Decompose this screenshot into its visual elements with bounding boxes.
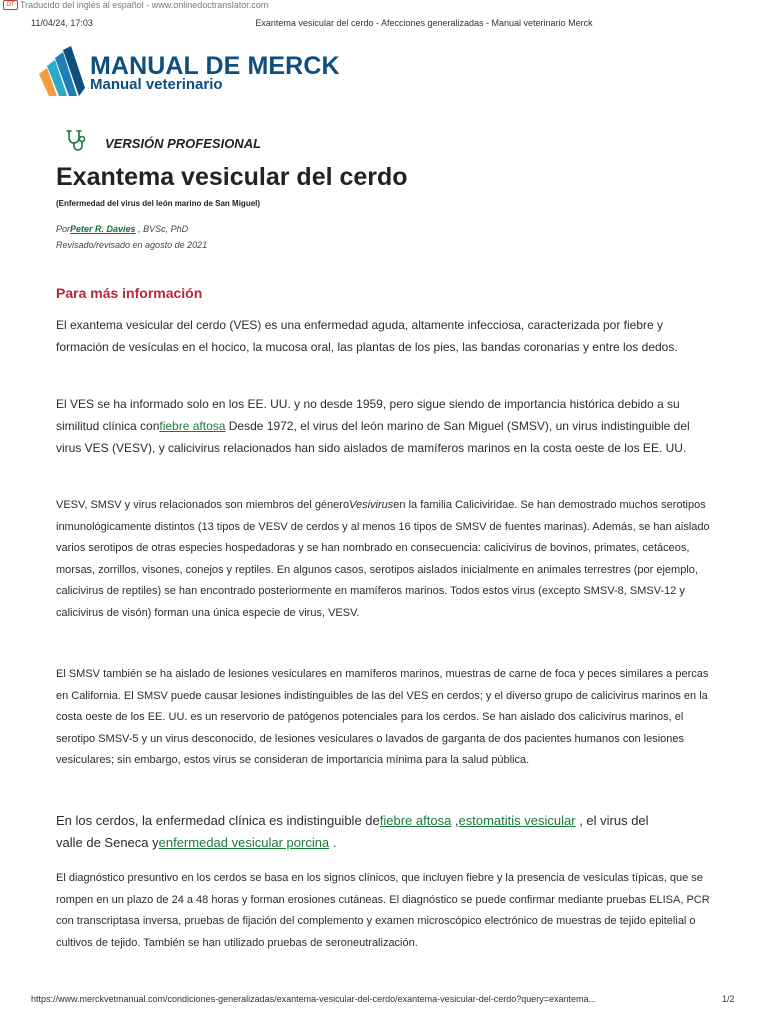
- paragraph-history: [56, 393, 716, 459]
- link-estomatitis-vesicular[interactable]: estomatitis vesicular: [458, 813, 576, 828]
- genus-name: Vesivirus: [349, 499, 394, 511]
- p5-text-a: En los cerdos, la enfermedad clínica es indistinguible de: [56, 813, 380, 828]
- author-credentials: , BVSc, PhD: [135, 224, 189, 234]
- print-datetime: 11/04/24, 17:03: [31, 18, 93, 28]
- paragraph-diagnosis: El diagnóstico presuntivo en los cerdos se basa en los signos clínicos, que incluyen fiebre y la presencia de vesículas típicas, que se rompen en un plazo de 24 a 48 horas y forman erosiones cutáneas. El diagnóstico se puede confirmar mediante pruebas ELISA, PCR con transcriptasa inversa, pruebas de fijación del complemento y examen microscópico electrónico de muestras de tejido epitelial o cultivos de tejido. También se han utilizado pruebas de seroneutralización.: [56, 872, 710, 949]
- paragraph-smsv: El SMSV también se ha aislado de lesiones vesiculares en mamíferos marinos, muestras de carne de foca y peces similares a percas en California. El SMSV puede causar lesiones indistinguibles de las del VES en cerdos; y el diverso grupo de calicivirus marinos en la costa oeste de los EE. UU. es un reservorio de patógenos potenciales para los cerdos. Se han aislado dos calicivirus marinos, el serotipo SMSV-5 y un virus desconocido, de lesiones vesiculares o lavados de garganta de dos pacientes humanos con lesiones vesiculares; sin embargo, estos virus se consideran de importancia mínima para la salud pública.: [56, 668, 709, 766]
- revision-date: Revisado/revisado en agosto de 2021: [56, 240, 208, 250]
- translator-link[interactable]: Traducido del inglés al español - www.onlinedoctranslator.com: [20, 0, 269, 10]
- brand-subtitle: Manual veterinario: [90, 76, 223, 93]
- print-page-number: 1/2: [722, 994, 735, 1004]
- p5-sep: ,: [451, 813, 459, 828]
- p2-text-a: El VES se ha informado solo en los EE. UU. y no desde 1959, pero sigue siendo de importancia histórica debido a su similitud clínica con: [56, 397, 680, 433]
- stethoscope-icon: [63, 128, 89, 159]
- paragraph-definition: El exantema vesicular del cerdo (VES) es una enfermedad aguda, altamente infecciosa, caracterizada por fiebre y formación de vesículas en el hocico, la mucosa oral, las plantas de los pies, las bandas coronarias y entre los dedos.: [56, 318, 678, 354]
- article-subtitle: (Enfermedad del virus del león marino de San Miguel): [56, 199, 261, 208]
- print-document-title: Exantema vesicular del cerdo - Afecciones generalizadas - Manual veterinario Merck: [255, 18, 593, 28]
- byline-prefix: Por: [56, 224, 71, 234]
- paragraph-clinical: [56, 810, 676, 854]
- link-fiebre-aftosa-2[interactable]: fiebre aftosa: [379, 813, 452, 828]
- p3-text-b: en la familia Caliciviridae. Se han demostrado muchos serotipos inmunológicamente distintos (13 tipos de VESV de cerdos y al menos 16 tipos de SMSV de fuentes marinas). Además, se han aislado varios serotipos de otras especies hospedadoras y se han nombrado en consecuencia: calicivirus de bovinos, primates, cetáceos, morsas, zorrillos, visones, conejos y reptiles. En algunos casos, serotipos aislados inicialmente en animales terrestres (por ejemplo, calicivirus de reptiles) se han encontrado posteriormente en mamíferos marinos. Todos estos virus (excepto SMSV-8, SMSV-12 y calicivirus de visón) forman una única especie de virus, VESV.: [56, 499, 710, 619]
- brand-title: MANUAL DE MERCK: [90, 52, 340, 80]
- version-label: VERSIÓN PROFESIONAL: [105, 136, 262, 151]
- page-title: Exantema vesicular del cerdo: [56, 163, 408, 191]
- print-footer-url: https://www.merckvetmanual.com/condiciones-generalizadas/exantema-vesicular-del-cerdo/exantema-vesicular-del-cerdo?query=exantema...: [31, 994, 597, 1004]
- onlinedoctranslator-icon: OT: [3, 0, 18, 10]
- link-enfermedad-vesicular-porcina[interactable]: enfermedad vesicular porcina: [158, 835, 330, 850]
- p5-text-c: .: [329, 835, 337, 850]
- p5-text-b: , el virus del valle de Seneca y: [56, 813, 649, 850]
- more-info-heading[interactable]: Para más información: [56, 285, 203, 301]
- byline: [56, 224, 188, 234]
- translator-banner[interactable]: [3, 0, 268, 10]
- version-row: [63, 128, 261, 159]
- author-link[interactable]: Peter R. Davies: [70, 224, 136, 234]
- p2-text-b: Desde 1972, el virus del león marino de San Miguel (SMSV), un virus indistinguible del virus VES (VESV), y calicivirus relacionados han sido aislados de mamíferos marinos en la costa oeste de los EE. UU.: [56, 419, 690, 455]
- p3-text-a: VESV, SMSV y virus relacionados son miembros del género: [56, 499, 350, 511]
- merck-logo-icon: [37, 46, 85, 103]
- paragraph-taxonomy: [56, 495, 716, 624]
- link-fiebre-aftosa[interactable]: fiebre aftosa: [159, 419, 226, 433]
